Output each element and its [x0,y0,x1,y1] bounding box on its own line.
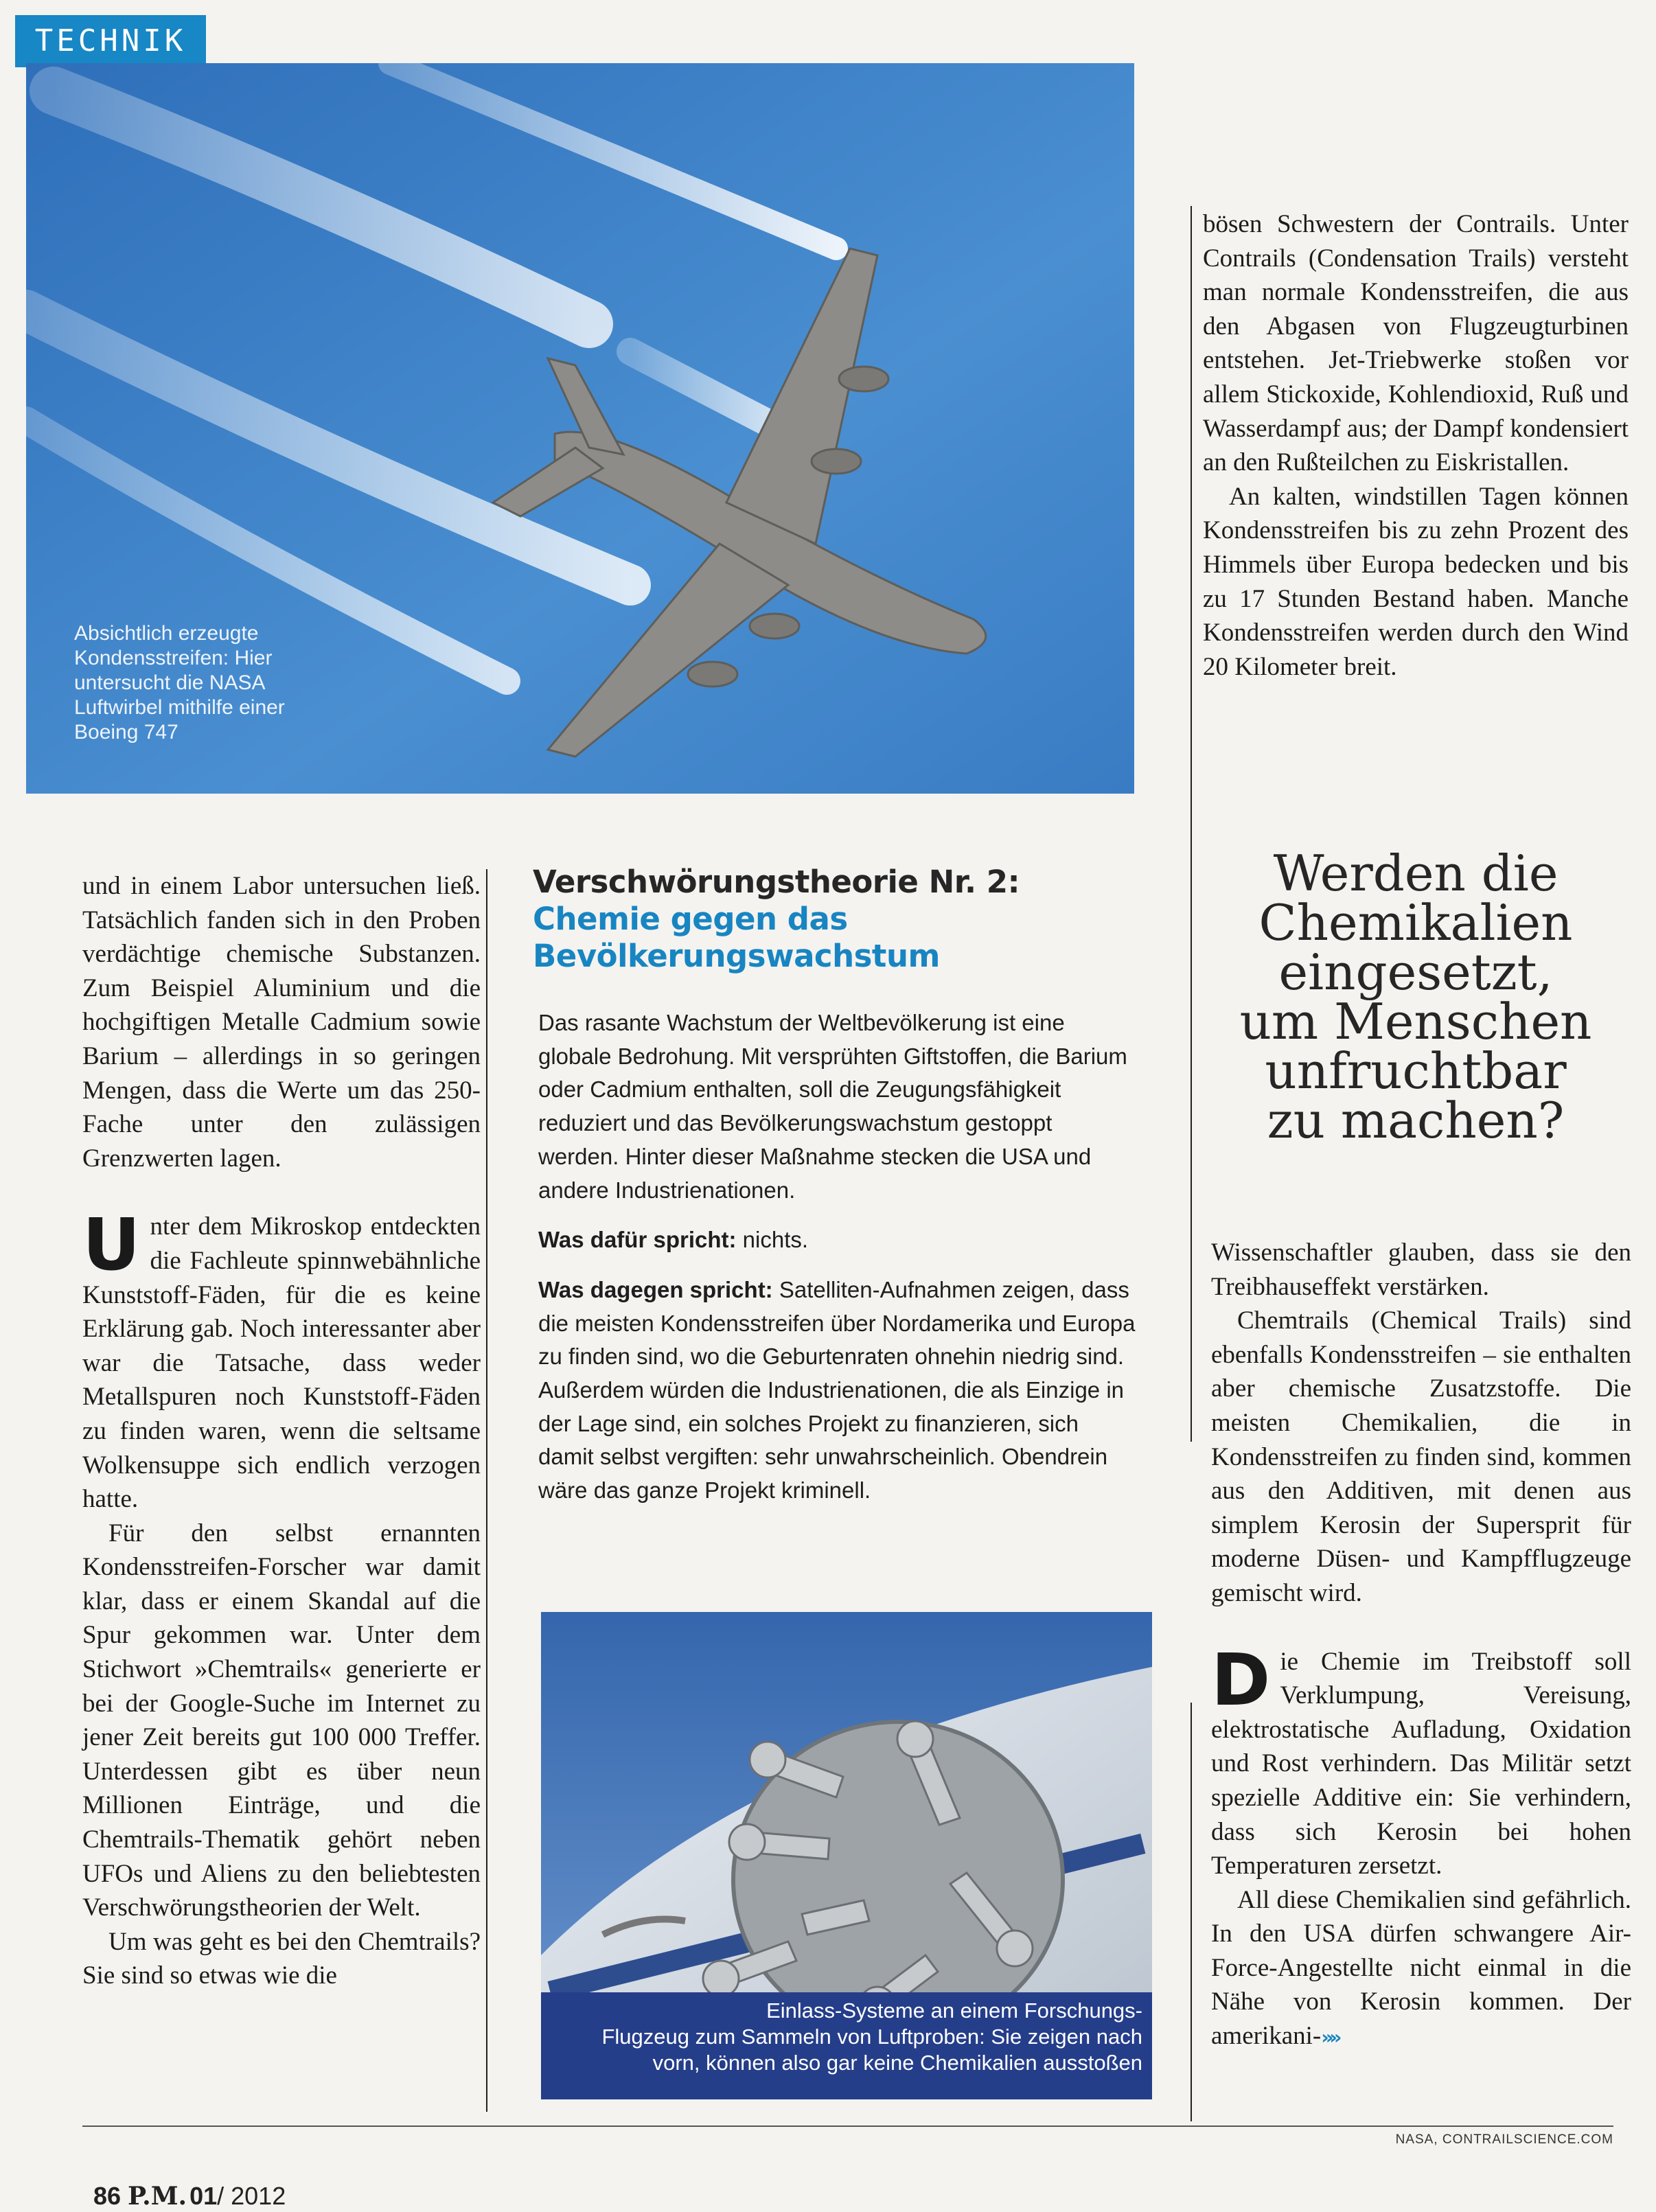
paragraph: und in einem Labor untersuchen ließ. Tatsächlich fanden sich in den Proben verdächtige chemische Substanzen. Zum Beispiel Aluminium und die hochgiftigen Metalle Cadmium sowie Barium – allerdings in so geringen Mengen, dass die Werte um das 250-Fache unter den zulässigen Grenzwerten lagen. [82,872,481,1173]
paragraph: Wissenschaftler glauben, dass sie den Treibhauseffekt verstärken. [1211,1239,1631,1301]
drop-cap: U [82,1203,141,1287]
footer-rule [82,2125,1613,2127]
box-heading: Verschwörungstheorie Nr. 2: Chemie gegen das Bevölkerungswachstum [533,864,1020,974]
continue-arrow-icon: »» [1321,2026,1338,2049]
box-body [538,1006,1136,1524]
section-tag: TECHNIK [15,15,206,67]
paragraph: Chemtrails (Chemical Trails) sind ebenfalls Kondensstreifen – sie enthalten aber chemische Zusatzstoffe. Die meisten Chemikalien, die in Kondensstreifen zu finden sind, kommen aus den Additiven, mit denen aus simplem Kerosin der Supersprit für moderne Düsen- und Kampfflugzeuge gemischt wird. [1211,1306,1631,1607]
column-divider [486,869,487,2112]
article-column-right-top [1203,207,1629,684]
paragraph: All diese Chemikalien sind gefährlich. In den USA dürfen schwangere Air-Force-Angestellte nicht einmal in die Nähe von Kerosin kommen. Der amerikani-»» [1211,1885,1631,2051]
paragraph: Für den selbst ernannten Kondensstreifen-Forscher war damit klar, dass er einem Skandal auf die Spur gekommen war. Unter dem Stichwort »Chemtrails« generierte er bei der Google-Suche im Internet zu jener Zeit bereits gut 100 000 Treffer. Unterdessen gibt es über neun Millionen Einträge, und die Chemtrails-Thematik gehört neben UFOs und Aliens zu den beliebtesten Verschwörungstheorien der Welt. [82,1519,481,1922]
paragraph: An kalten, windstillen Tagen können Kondensstreifen bis zu zehn Prozent des Himmels über Europa bedecken und bis zu 17 Stunden Bestand haben. Manche Kondensstreifen werden durch den Wind 20 Kilometer breit. [1203,482,1629,681]
box-contra: Was dagegen spricht: Satelliten-Aufnahmen zeigen, dass die meisten Kondensstreifen über Nordamerika und Europa zu finden sind, wo die Geburtenraten ohnehin niedrig sind. Außerdem würden die Industrienationen, die als Einzige in der Lage sind, ein solches Projekt zu finanzieren, sich damit selbst vergiften: sehr unwahrscheinlich. Obendrein wäre das ganze Projekt kriminell. [538,1276,1136,1504]
paragraph: bösen Schwestern der Contrails. Unter Contrails (Condensation Trails) versteht man normale Kondensstreifen, die aus den Abgasen von Flugzeugturbinen entstehen. Jet-Triebwerke stoßen vor allem Stickoxide, Kohlendioxid, Ruß und Wasserdampf aus; der Dampf kondensiert an den Rußteilchen zu Eiskristallen. [1203,210,1629,477]
paragraph: Die Chemie im Treibstoff soll Verklumpung, Vereisung, elektrostatische Aufladung, Oxidation und Rost verhindern. Das Militär setzt spezielle Additive ein: Sie verhindern, dass sich Kerosin bei hohen Temperaturen zersetzt. [1211,1637,1631,1880]
issue-year: / 2012 [217,2182,286,2210]
magazine-logo: P.M. [128,2182,187,2211]
inlet-photo-caption: Einlass-Systeme an einem Forschungs- Flugzeug zum Sammeln von Luftproben: Sie zeigen nach vorn, können also gar keine Chemikalien ausstoßen [541,1992,1152,2099]
box-intro: Das rasante Wachstum der Weltbevölkerung ist eine globale Bedrohung. Mit versprühten Giftstoffen, die Barium oder Cadmium enthalten, soll die Zeugungsfähigkeit reduziert und das Bevölkerungswachstum gestoppt werden. Hinter dieser Maßnahme stecken die USA und andere Industrienationen. [538,1010,1127,1203]
page-folio [93,2182,286,2211]
box-pro: Was dafür spricht: nichts. [538,1227,809,1253]
paragraph: Um was geht es bei den Chemtrails? Sie sind so etwas wie die [82,1927,481,1990]
photo-credit: NASA, CONTRAILSCIENCE.COM [1395,2132,1613,2147]
column-divider [1191,206,1192,1442]
drop-cap: D [1211,1637,1271,1722]
main-photo-caption: Absichtlich erzeugte Kondensstreifen: Hier untersucht die NASA Luftwirbel mithilfe einer Boeing 747 [74,622,285,744]
article-column-right-bottom [1211,1236,1631,2055]
column-divider [1191,1703,1192,2121]
pull-quote: Werden die Chemikalien eingesetzt, um Menschen unfruchtbar zu machen? [1239,844,1592,1149]
page-number: 86 [93,2182,122,2210]
issue-number: 01 [189,2182,218,2210]
article-column-left [82,869,481,1993]
paragraph: Unter dem Mikroskop entdeckten die Fachleute spinnwebähnliche Kunststoff-Fäden, für die es keine Erklärung gab. Noch interessanter aber war die Tatsache, dass weder Metallspuren noch Kunststoff-Fäden zu finden waren, wenn die seltsame Wolkensuppe sich endlich verzogen hatte. [82,1203,481,1514]
